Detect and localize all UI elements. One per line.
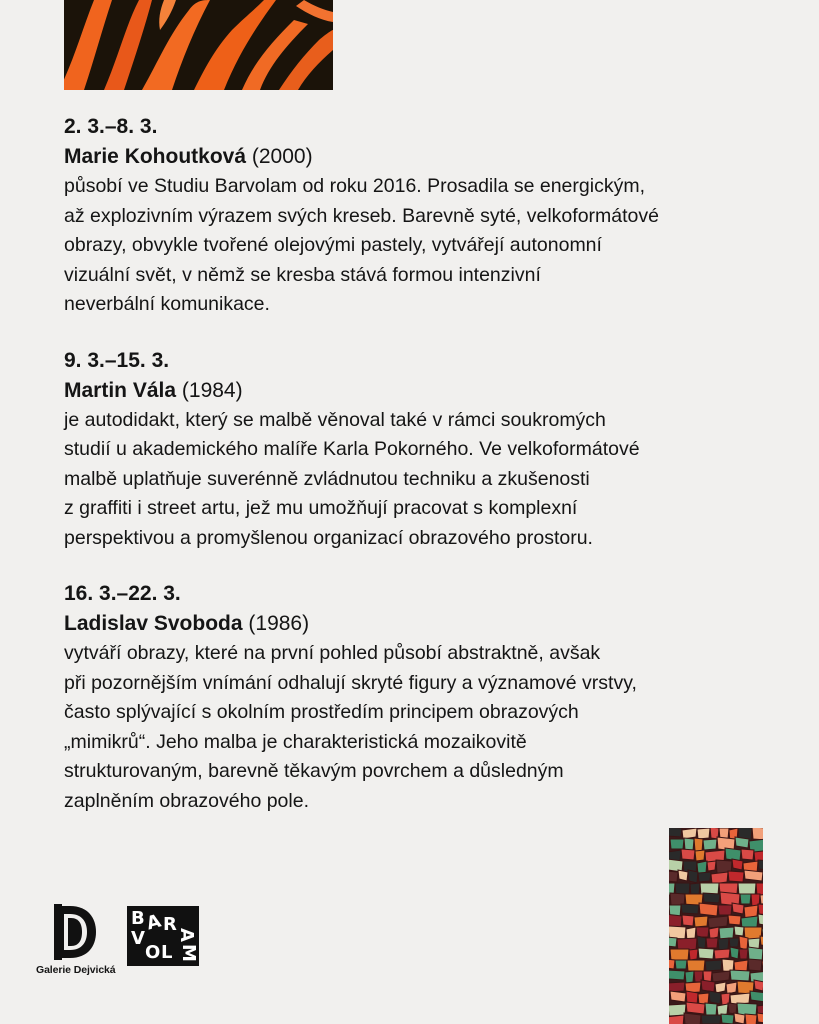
mosaic-tile [698,948,714,959]
barvolam-letter: L [161,942,173,963]
entry-description: vytváří obrazy, které na první pohled působí abstraktně, avšak při pozornějším vnímání odhalují skryté figury a významové vrstvy, často splývající s okolním prostředím principem obrazových „mimikrů“. Jeho malba je charakteristická mozaikovitě strukturovaným, barevně těkavým povrchem a důsledným zaplněním obrazového pole. [64,642,637,812]
mosaic-tile [669,1015,684,1024]
mosaic-tile [734,1013,745,1024]
artist-birth-year: (2000) [251,145,313,168]
barvolam-letter: B [131,908,145,929]
entry-martin-vala [64,346,764,554]
mosaic-tile [760,936,763,947]
entry-date: 16. 3.–22. 3. [64,582,181,605]
mosaic-tile [705,960,722,971]
mosaic-tile [707,861,716,871]
mosaic-tile [669,828,682,837]
entry-date: 9. 3.–15. 3. [64,348,170,372]
entry-ladislav-svoboda [64,579,764,816]
mosaic-tile [715,982,726,993]
mosaic-artwork [669,828,763,1024]
mosaic-tile [762,960,763,971]
mosaic-tile [684,1013,701,1024]
barvolam-letter: O [145,942,161,963]
mosaic-tile [758,914,763,926]
entry-marie-kohoutkova [64,112,764,320]
mosaic-tile [682,828,697,839]
mosaic-tile [728,871,744,882]
barvolam-letter: A [144,910,164,935]
barvolam-logo [127,906,199,966]
mosaic-tile [696,927,709,937]
mosaic-tile [745,1014,757,1024]
mosaic-tile [734,926,744,936]
mosaic-tile [739,949,748,959]
mosaic-tile [682,915,694,926]
mosaic-tile [701,1015,721,1024]
mosaic-tile [730,947,739,959]
mosaic-tile [752,828,763,840]
mosaic-tile [681,904,699,914]
mosaic-tile [754,980,763,991]
mosaic-tile [728,1003,737,1014]
entry-artist [64,376,764,406]
mosaic-tile [686,1002,705,1014]
mosaic-tile [689,949,698,960]
mosaic-tile [712,971,730,982]
mosaic-tile [726,982,737,994]
mosaic-tile [741,849,754,860]
artist-name: Marie Kohoutková [64,145,247,168]
entry-description: je autodidakt, který se malbě věnoval také v rámci soukromých studií u akademického malíře Karla Pokorného. Ve velkoformátové malbě uplatňuje suverénně zvládnutou techniku a zkušenosti z graffiti i street artu, jež mu umožňují pracovat s komplexní perspektivou a promyšlenou organizací obrazového prostoru. [64,408,640,549]
mosaic-tile [675,960,687,969]
entry-date: 2. 3.–8. 3. [64,115,158,138]
mosaic-tile [750,991,763,1002]
mosaic-tile [703,839,717,850]
mosaic-tile [718,938,729,950]
galerie-dejvicka-logo [36,904,114,976]
mosaic-tile [730,970,750,981]
mosaic-tile [739,936,748,950]
mosaic-tile [685,971,694,983]
mosaic-tile [732,859,743,870]
artist-name: Ladislav Svoboda [64,612,243,635]
bottom-artwork-crop [669,828,763,1024]
barvolam-letter: A [175,928,197,942]
mosaic-tile [708,916,728,928]
barvolam-letter: V [131,928,145,949]
mosaic-tile [670,839,684,849]
mosaic-tile [706,938,718,948]
artist-birth-year: (1984) [181,378,243,402]
mosaic-tile [670,949,689,961]
mosaic-tile [701,980,715,992]
barvolam-letter: M [177,944,199,962]
mosaic-tile [697,936,706,949]
mosaic-tile [729,938,739,947]
entry-description: působí ve Studiu Barvolam od roku 2016. Prosadila se energickým, až explozivním výrazem svých kreseb. Barevně syté, velkoformátové obrazy, obvykle tvořené olejovými pastely, vytvářejí autonomní vizuální svět, v němž se kresba stává formou intenzivní neverbální komunikace. [64,175,659,315]
mosaic-tile [669,982,685,992]
mosaic-tile [709,927,719,939]
mosaic-tile [760,894,763,904]
mosaic-tile [711,872,728,884]
artist-birth-year: (1986) [248,612,310,635]
mosaic-tile [703,893,720,903]
mosaic-tile [740,894,751,904]
mosaic-tile [714,949,730,959]
mosaic-tile [744,870,763,881]
mosaic-tile [728,915,741,925]
entry-artist [64,142,764,172]
barvolam-letter: R [163,914,177,935]
mosaic-tile [669,859,683,872]
mosaic-tile [688,870,698,883]
mosaic-tile [669,959,675,969]
mosaic-tile [694,916,708,927]
mosaic-tile [757,1013,763,1024]
mosaic-tile [695,850,705,861]
mosaic-tile [735,837,749,848]
galerie-dejvicka-caption: Galerie Dejvická [36,964,116,976]
mosaic-tile [698,872,711,882]
mosaic-tile [687,960,705,971]
mosaic-tile [719,927,734,939]
mosaic-tile [721,1014,734,1024]
mosaic-tile [681,849,695,860]
mosaic-tile [718,905,732,915]
mosaic-tile [758,904,763,915]
mosaic-tile [678,870,688,881]
mosaic-tile [669,871,678,882]
mosaic-tile [705,1003,717,1016]
mosaic-tile [758,860,763,870]
mosaic-tile [670,991,686,1002]
entry-artist [64,609,764,639]
artist-name: Martin Vála [64,378,177,402]
mosaic-tile [669,970,685,980]
mosaic-tile [732,903,744,914]
mosaic-tile [697,828,710,839]
mosaic-tile [709,991,721,1004]
mosaic-tile [748,959,762,971]
artist-schedule [64,112,764,842]
top-artwork-crop [64,0,333,90]
mosaic-tile [699,903,718,916]
mosaic-tile [669,937,677,947]
orange-black-stripes-artwork [64,0,333,90]
galerie-dejvicka-mark-icon [54,904,98,960]
mosaic-tile [669,1004,686,1016]
